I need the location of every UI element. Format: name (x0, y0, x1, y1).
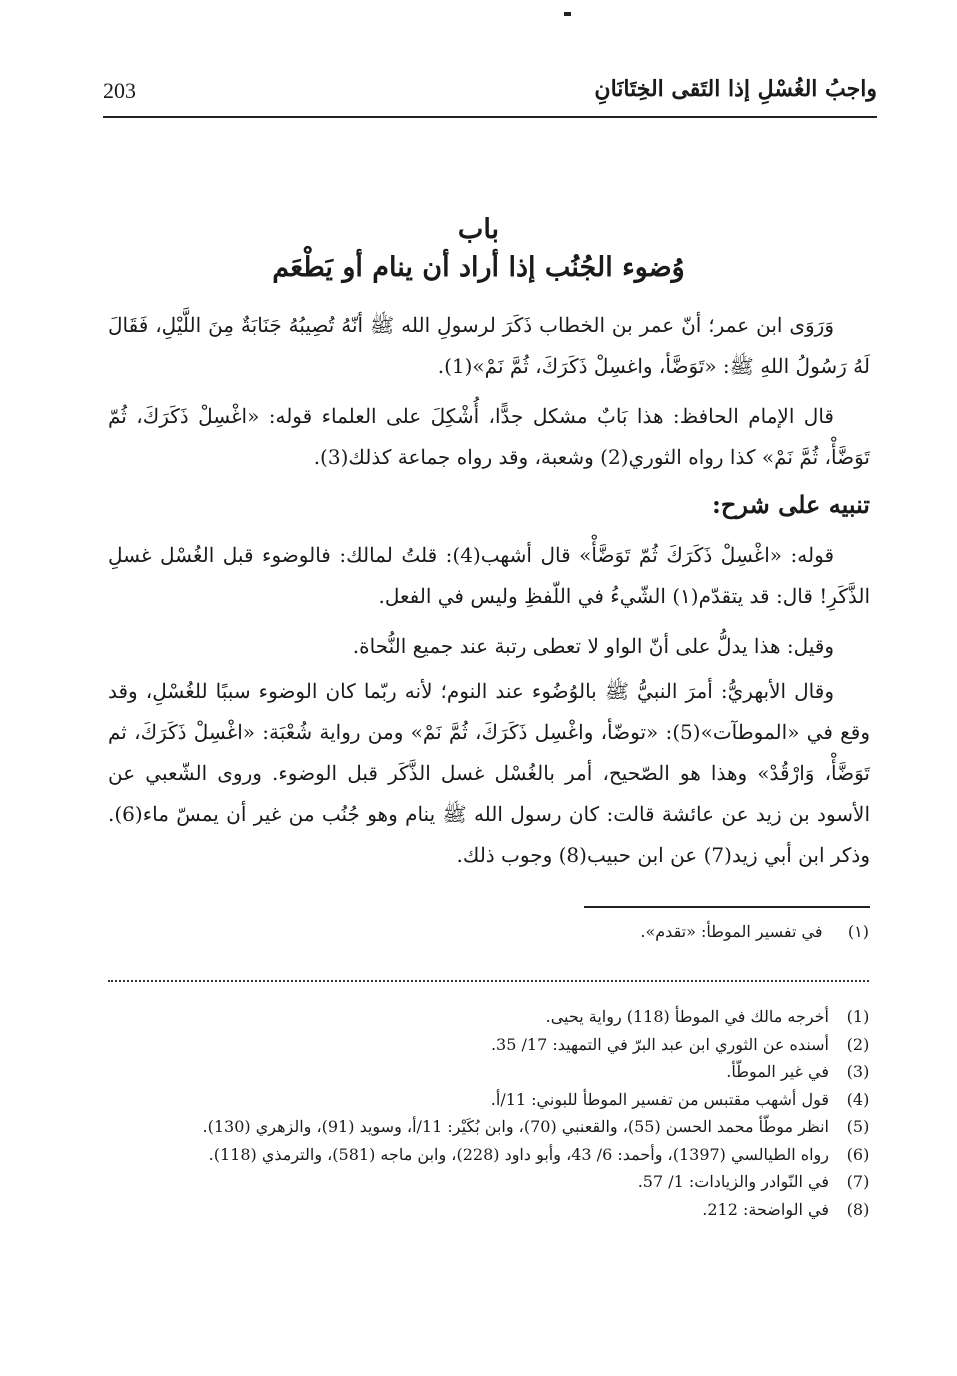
footnote (99, 1113, 879, 1141)
paragraph-1: وَرَوَى ابن عمر؛ أنّ عمر بن الخطاب ذَكَرَ لرسولِ الله ﷺ أنّهُ تُصِيبُهُ جَنَابَةٌ مِنَ اللَّيْلِ، فَقَالَ لَهُ رَسُولُ اللهِ ﷺ: «تَوَضَّأ، واغسِلْ ذَكَرَكَ، ثُمَّ نَمْ»(1). (108, 313, 870, 378)
paragraph-3: قوله: «اغْسِلْ ذَكَرَكَ ثُمّ تَوَضَّأْ» قال أشهب(4): قلتُ لمالك: فالوضوء قبل الغُسْل غسلِ الذَّكَرِ! قال: قد يتقدّم(١) الشّيءُ في اللّفظِ وليس في الفعل. (108, 543, 870, 608)
paragraph-5: وقال الأبهريُّ: أمرَ النبيُّ ﷺ بالوُضُوء عند النوم؛ لأنه ربّما كان الوضوء سببًا للغُسْلِ، وقد وقع في «الموطآت»(5): «توضّأ، واغْسِل ذَكَرَكَ، ثُمَّ نَمْ» ومن رواية شُعْبَة: «اغْسِلْ ذَكَرَكَ، ثم تَوَضَّأْ، وَارْقُدْ» وهذا هو الصّحيح، أمر بالغُسْل غسل الذَّكَر قبل الوضوء. وروى الشّعبي عن الأسود بن زيد عن عائشة قالت: كان رسول الله ﷺ ينام وهو جُنُب من غير أن يمسّ ماء(6). وذكر ابن أبي زيد(7) عن ابن حبيب(8) وجوب ذلك. (108, 679, 871, 867)
page-number: 203 (103, 78, 136, 103)
footnote (99, 1086, 879, 1114)
footnote-number: (7) (846, 1172, 870, 1191)
footnotes (99, 1003, 879, 1223)
main-text (108, 305, 870, 885)
footnote-number: (1) (846, 1007, 870, 1026)
footnote-text: في النّوادر والزيادات: 1/ 57. (637, 1172, 829, 1191)
footnote-text: أسنده عن الثوري ابن عبد البرّ في التمهيد: 17/ 35. (490, 1034, 829, 1054)
footnote-text: قول أشهب مقتبس من تفسير الموطأ للبوني: 11/أ. (490, 1089, 829, 1109)
variant-note (640, 922, 869, 941)
section-heading: تنبيه على شرح: (712, 490, 870, 519)
footnote-dotted-rule (108, 980, 869, 982)
running-header: واجبُ الغُسْلِ إذا التَقى الخِتَانَانِ (594, 76, 877, 102)
footnote-text: في الواضحة: 212. (702, 1199, 829, 1219)
footnote (99, 1031, 879, 1059)
footnote-number: (4) (846, 1089, 870, 1109)
chapter-title: وُضوء الجُنُب إذا أراد أن ينام أو يَطْعَم (272, 252, 685, 283)
variant-note-number: (١) (847, 922, 869, 941)
footnote-text: انظر موطّأ محمد الحسن (55)، والقعنبي (70)، وابن بُكَيْر: 11/أ، وسويد (91)، والزهري (130). (202, 1117, 829, 1136)
footnote (99, 1003, 879, 1031)
variant-note-text: في تفسير الموطأ: «تقدم». (640, 922, 823, 941)
footnote (99, 1058, 879, 1086)
footnote-number: (3) (846, 1062, 870, 1081)
footnote-text: في غير الموطّأ. (726, 1062, 829, 1081)
footnote (99, 1141, 879, 1169)
paragraph-4: وقيل: هذا يدلُّ على أنّ الواو لا تعطى رتبة عند جميع النُّحاة. (352, 634, 834, 658)
paragraph-2: قال الإمام الحافظ: هذا بَابٌ مشكل جدًّا، أُشْكِلَ على العلماء قوله: «اغْسِلْ ذَكَرَكَ، ثُمّ تَوَضَّأْ، ثُمَّ نَمْ» كذا رواه الثوري(2) وشعبة، وقد رواه جماعة كذلك(3). (108, 404, 870, 469)
chapter-label: باب (457, 214, 500, 245)
footnote-text: أخرجه مالك في الموطأ (118) رواية يحيى. (545, 1007, 829, 1026)
footnote-rule (584, 906, 870, 908)
header-rule (103, 116, 877, 118)
footnote (99, 1168, 879, 1196)
footnote-number: (8) (846, 1199, 870, 1219)
footnote-text: رواه الطيالسي (1397)، وأحمد: 6/ 43، وأبو داود (228)، وابن ماجه (581)، والترمذي (118). (208, 1144, 829, 1164)
footnote-number: (5) (846, 1117, 870, 1136)
footnote-number: (2) (846, 1034, 870, 1054)
top-mark (564, 12, 571, 16)
footnote-number: (6) (846, 1144, 870, 1164)
footnote (99, 1196, 879, 1224)
